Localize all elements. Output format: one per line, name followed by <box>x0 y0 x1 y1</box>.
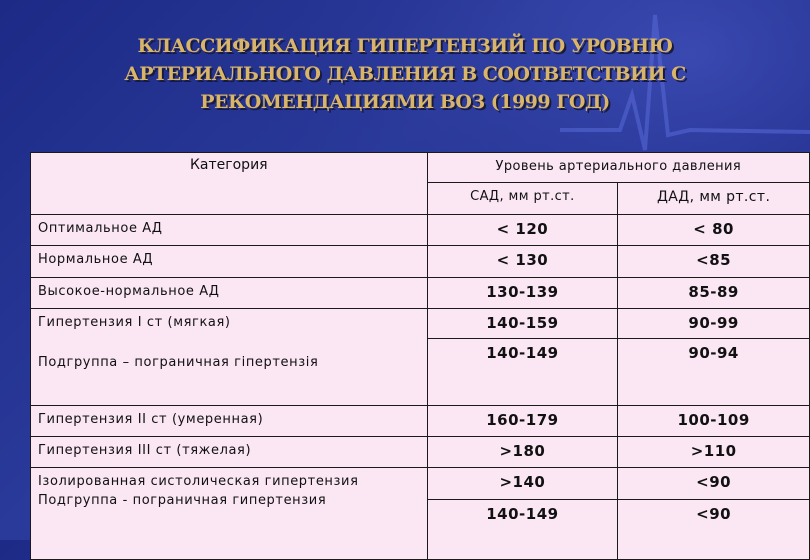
row-category: Высокое-нормальное АД <box>31 278 428 309</box>
title-line-3: РЕКОМЕНДАЦИЯМИ ВОЗ (1999 ГОД) <box>200 91 610 113</box>
category-header: Категория <box>31 153 428 215</box>
sad-header: САД, мм рт.ст. <box>427 183 618 215</box>
row-dad: 90-99 <box>618 309 810 339</box>
row-dad: 100-109 <box>618 406 810 437</box>
row-dad: <85 <box>618 246 810 278</box>
row-sad: 130-139 <box>427 278 618 309</box>
row-subcategory: Подгруппа – пограничная гіпертензія <box>38 355 319 370</box>
bp-classification-table <box>30 152 810 560</box>
title-line-1: КЛАССИФИКАЦИЯ ГИПЕРТЕНЗИЙ ПО УРОВНЮ <box>137 35 673 57</box>
dad-header: ДАД, мм рт.ст. <box>618 183 810 215</box>
row-dad: < 80 <box>618 215 810 246</box>
table-row <box>31 406 810 437</box>
row-dad: <90 <box>618 500 810 560</box>
bp-level-header: Уровень артериального давления <box>427 153 809 183</box>
row-category: Гипертензия I ст (мягкая) <box>38 315 231 330</box>
row-sad: >180 <box>427 437 618 468</box>
row-sad: < 130 <box>427 246 618 278</box>
table-row <box>31 278 810 309</box>
row-dad: 85-89 <box>618 278 810 309</box>
table-row <box>31 246 810 278</box>
slide-title <box>60 32 750 116</box>
table-header-row <box>31 153 810 183</box>
row-dad: <90 <box>618 468 810 500</box>
row-category-group <box>31 309 428 406</box>
row-subcategory: Подгруппа - пограничная гипертензия <box>38 493 327 508</box>
table-row <box>31 468 810 500</box>
row-sad: 140-149 <box>427 339 618 406</box>
row-sad: 140-149 <box>427 500 618 560</box>
row-sad: 160-179 <box>427 406 618 437</box>
row-category: Гипертензия II ст (умеренная) <box>31 406 428 437</box>
table-row <box>31 309 810 339</box>
row-category: Гипертензия III ст (тяжелая) <box>31 437 428 468</box>
table-row <box>31 437 810 468</box>
row-sad: 140-159 <box>427 309 618 339</box>
row-sad: >140 <box>427 468 618 500</box>
row-category-group <box>31 468 428 560</box>
row-category: Оптимальное АД <box>31 215 428 246</box>
row-category: Ізолированная систолическая гипертензия <box>38 474 359 489</box>
table-row <box>31 215 810 246</box>
title-line-2: АРТЕРИАЛЬНОГО ДАВЛЕНИЯ В СООТВЕТСТВИИ С <box>124 63 686 85</box>
row-dad: 90-94 <box>618 339 810 406</box>
row-sad: < 120 <box>427 215 618 246</box>
row-dad: >110 <box>618 437 810 468</box>
row-category: Нормальное АД <box>31 246 428 278</box>
